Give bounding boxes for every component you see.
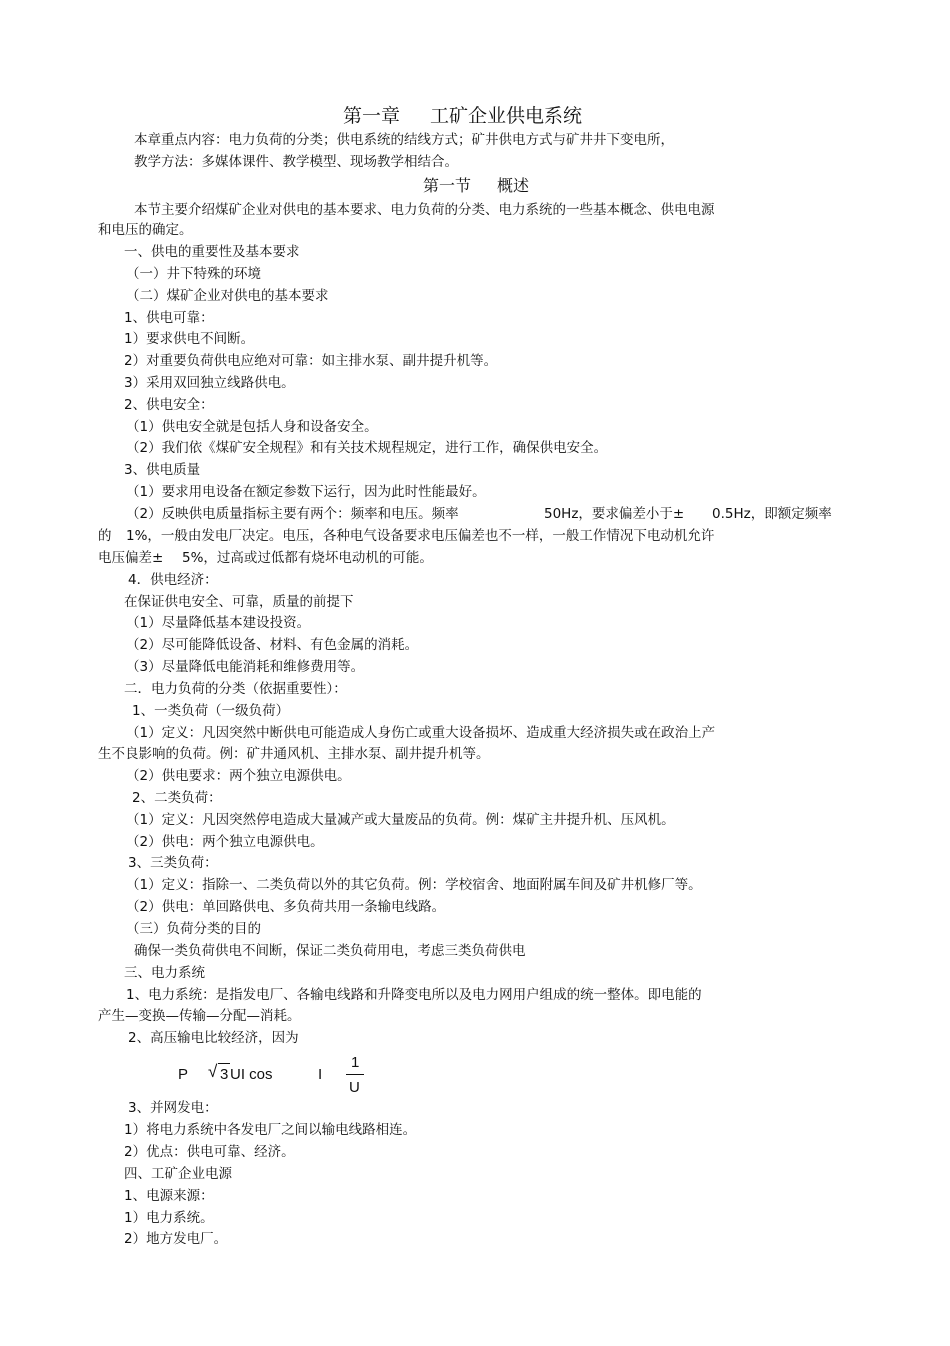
list-item: 2、供电安全： (124, 397, 214, 413)
heading-line: 二．电力负荷的分类（依据重要性）： (124, 681, 347, 697)
formula-sqrt-number: 3 (220, 1066, 229, 1083)
list-item: 3、并网发电： (128, 1100, 218, 1116)
chapter-title (343, 104, 582, 128)
paragraph-line: 和电压的确定。 (98, 222, 193, 238)
list-item-fragment: 5%，过高或过低都有烧坏电动机的可能。 (182, 550, 433, 566)
list-item: 1）电力系统。 (124, 1210, 214, 1226)
list-item: 4．供电经济： (128, 572, 218, 588)
formula-i: I (318, 1066, 323, 1083)
list-item-fragment: 50Hz，要求偏差小于± (544, 506, 685, 522)
list-item: （2）供电：两个独立电源供电。 (126, 834, 324, 850)
list-item: （1）定义：指除一、二类负荷以外的其它负荷。例：学校宿舍、地面附属车间及矿井机修厂等。 (126, 877, 702, 893)
list-item: 2）对重要负荷供电应绝对可靠：如主排水泵、副井提升机等。 (124, 353, 498, 369)
list-item-fragment: 的 (98, 528, 112, 544)
subheading-line: （三）负荷分类的目的 (126, 921, 261, 937)
section-number: 第一节 (423, 176, 472, 195)
list-item-fragment: 0.5Hz，即额定频率 (712, 506, 832, 522)
key-content-line: 本章重点内容：电力负荷的分类；供电系统的结线方式；矿井供电方式与矿井井下变电所， (134, 132, 674, 148)
list-item: 产生—变换—传输—分配—消耗。 (98, 1008, 301, 1024)
section-name: 概述 (497, 176, 530, 195)
paragraph-line: 确保一类负荷供电不间断，保证二类负荷用电，考虑三类负荷供电 (134, 943, 526, 959)
list-item: 1）将电力系统中各发电厂之间以输电线路相连。 (124, 1122, 417, 1138)
fraction-numerator: 1 (351, 1054, 360, 1071)
sqrt-overline (218, 1063, 230, 1064)
list-item: （1）定义：凡因突然中断供电可能造成人身伤亡或重大设备损坏、造成重大经济损失或在政治上产 (126, 725, 716, 741)
subheading-line: （一）井下特殊的环境 (126, 266, 261, 282)
list-item: （2）供电要求：两个独立电源供电。 (126, 768, 351, 784)
list-item: 3、供电质量 (124, 462, 201, 478)
list-item: （1）供电安全就是包括人身和设备安全。 (126, 419, 378, 435)
heading-line: 四、工矿企业电源 (124, 1166, 232, 1182)
list-item: （1）定义：凡因突然停电造成大量减产或大量废品的负荷。例：煤矿主井提升机、压风机。 (126, 812, 675, 828)
formula-expression: UI cos (230, 1066, 273, 1083)
list-item-fragment: 电压偏差± (98, 550, 164, 566)
list-item: 2、二类负荷： (132, 790, 222, 806)
list-item: 2）优点：供电可靠、经济。 (124, 1144, 295, 1160)
list-item: （1）要求用电设备在额定参数下运行，因为此时性能最好。 (126, 484, 486, 500)
fraction-bar (346, 1074, 364, 1075)
list-item: 1、一类负荷（一级负荷） (132, 703, 290, 719)
list-item: （1）尽量降低基本建设投资。 (126, 615, 311, 631)
paragraph-line: 本节主要介绍煤矿企业对供电的基本要求、电力负荷的分类、电力系统的一些基本概念、供电电源 (134, 202, 715, 218)
list-item: 2、高压输电比较经济，因为 (128, 1030, 299, 1046)
list-item: （2）尽可能降低设备、材料、有色金属的消耗。 (126, 637, 419, 653)
list-item: （3）尽量降低电能消耗和维修费用等。 (126, 659, 365, 675)
subheading-line: （二）煤矿企业对供电的基本要求 (126, 288, 329, 304)
paragraph-line: 在保证供电安全、可靠，质量的前提下 (124, 594, 354, 610)
section-title (423, 175, 529, 197)
sqrt-symbol: √ (208, 1062, 218, 1081)
list-item: 1、供电可靠： (124, 310, 214, 326)
teaching-method-line: 教学方法：多媒体课件、教学模型、现场教学相结合。 (134, 154, 458, 170)
list-item: （2）供电：单回路供电、多负荷共用一条输电线路。 (126, 899, 446, 915)
fraction-denominator: U (349, 1079, 360, 1096)
list-item: 1、电力系统：是指发电厂、各输电线路和升降变电所以及电力网用户组成的统一整体。即电能的 (126, 987, 702, 1003)
list-item: 1、电源来源： (124, 1188, 214, 1204)
list-item-fragment: 1%，一般由发电厂决定。电压，各种电气设备要求电压偏差也不一样，一般工作情况下电动机允许 (126, 528, 715, 544)
heading-line: 三、电力系统 (124, 965, 205, 981)
formula-p: P (178, 1066, 189, 1083)
list-item: （2）反映供电质量指标主要有两个：频率和电压。频率 (126, 506, 459, 522)
list-item: 3）采用双回独立线路供电。 (124, 375, 295, 391)
chapter-number: 第一章 (343, 105, 401, 127)
list-item: 生不良影响的负荷。例：矿井通风机、主排水泵、副井提升机等。 (98, 746, 490, 762)
list-item: 3、三类负荷： (128, 855, 218, 871)
list-item: 1）要求供电不间断。 (124, 331, 255, 347)
heading-line: 一、供电的重要性及基本要求 (124, 244, 300, 260)
chapter-name: 工矿企业供电系统 (430, 105, 583, 127)
list-item: 2）地方发电厂。 (124, 1231, 228, 1247)
list-item: （2）我们依《煤矿安全规程》和有关技术规程规定，进行工作，确保供电安全。 (126, 440, 608, 456)
